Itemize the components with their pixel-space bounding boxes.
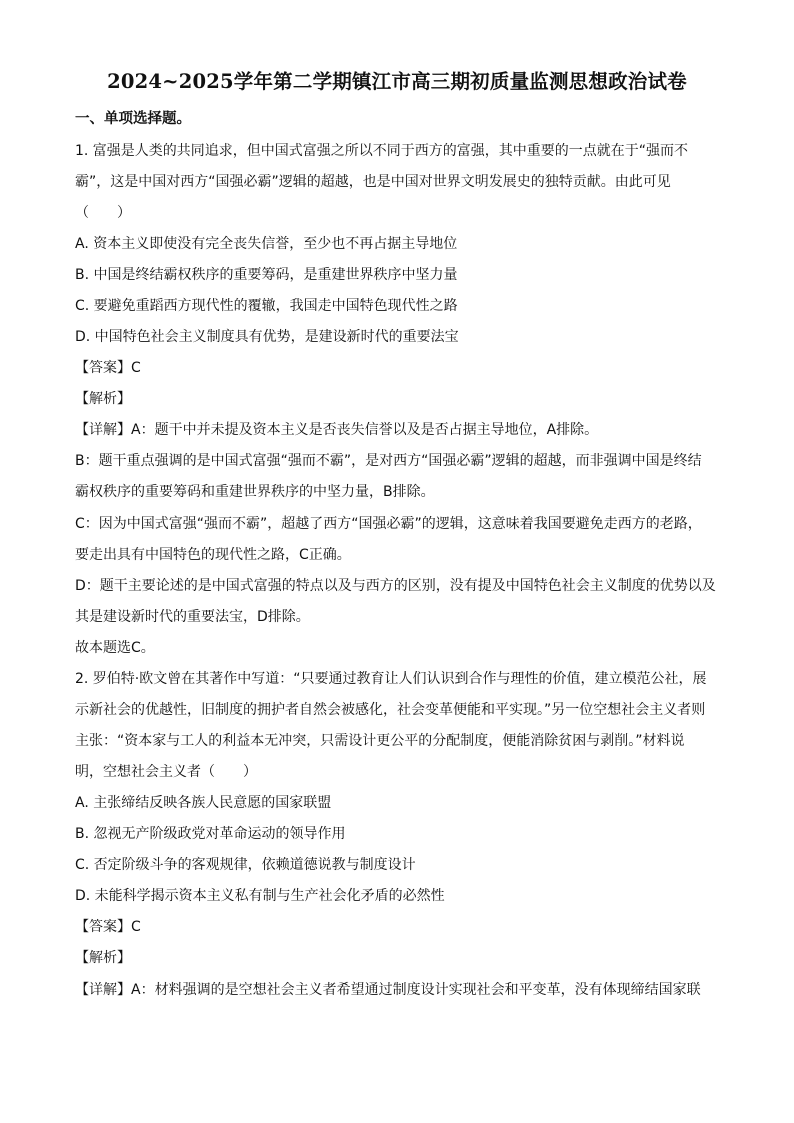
q1-detail-line: B：题干重点强调的是中国式富强“强而不霸”，是对西方“国强必霸”逻辑的超越，而非强调中国是终结 xyxy=(75,453,702,469)
q2-stem-line: 2. 罗伯特·欧文曾在其著作中写道：“只要通过教育让人们认识到合作与理性的价值，建立模范公社，展 xyxy=(75,671,707,687)
q2-stem-line: 主张：“资本家与工人的利益本无冲突，只需设计更公平的分配制度，便能消除贫困与剥削。”材料说 xyxy=(75,733,685,749)
q1-option-b: B. 中国是终结霸权秩序的重要筹码，是重建世界秩序中坚力量 xyxy=(75,267,458,283)
q1-detail-line: D：题干主要论述的是中国式富强的特点以及与西方的区别，没有提及中国特色社会主义制度的优势以及 xyxy=(75,578,716,594)
q1-analysis-label: 【解析】 xyxy=(75,391,131,407)
q2-option-d: D. 未能科学揭示资本主义私有制与生产社会化矛盾的必然性 xyxy=(75,888,445,904)
q1-option-a: A. 资本主义即使没有完全丧失信誉，至少也不再占据主导地位 xyxy=(75,236,458,252)
q2-stem-line: 明，空想社会主义者（ ） xyxy=(75,764,257,780)
page-title: 2024~2025学年第二学期镇江市高三期初质量监测思想政治试卷 xyxy=(107,70,687,93)
q1-answer: 【答案】C xyxy=(75,360,141,376)
q1-conclusion: 故本题选C。 xyxy=(75,640,155,656)
q1-option-d: D. 中国特色社会主义制度具有优势，是建设新时代的重要法宝 xyxy=(75,329,459,345)
q1-option-c: C. 要避免重蹈西方现代性的覆辙，我国走中国特色现代性之路 xyxy=(75,298,458,314)
q2-answer: 【答案】C xyxy=(75,919,141,935)
section-heading: 一、单项选择题。 xyxy=(75,111,191,127)
q2-option-a: A. 主张缔结反映各族人民意愿的国家联盟 xyxy=(75,795,332,811)
q2-detail-line: 【详解】A：材料强调的是空想社会主义者希望通过制度设计实现社会和平变革，没有体现缔结国家联 xyxy=(75,982,701,998)
q1-detail-line: 【详解】A：题干中并未提及资本主义是否丧失信誉以及是否占据主导地位，A排除。 xyxy=(75,422,599,438)
q2-stem-line: 示新社会的优越性，旧制度的拥护者自然会被感化，社会变革便能和平实现。”另一位空想社会主义者则 xyxy=(75,702,706,718)
q2-option-b: B. 忽视无产阶级政党对革命运动的领导作用 xyxy=(75,826,346,842)
q2-option-c: C. 否定阶级斗争的客观规律，依赖道德说教与制度设计 xyxy=(75,857,416,873)
q1-detail-line: C：因为中国式富强“强而不霸”，超越了西方“国强必霸”的逻辑，这意味着我国要避免走西方的老路， xyxy=(75,516,702,532)
q1-detail-line: 要走出具有中国特色的现代性之路，C正确。 xyxy=(75,547,351,563)
q1-detail-line: 其是建设新时代的重要法宝，D排除。 xyxy=(75,609,310,625)
q1-answer-blank: （ ） xyxy=(75,205,131,221)
q2-analysis-label: 【解析】 xyxy=(75,950,131,966)
q1-stem-line: 1. 富强是人类的共同追求，但中国式富强之所以不同于西方的富强，其中重要的一点就在于“强而不 xyxy=(75,143,689,159)
q1-stem-line: 霸”，这是中国对西方“国强必霸”逻辑的超越，也是中国对世界文明发展史的独特贡献。由此可见 xyxy=(75,174,671,190)
q1-detail-line: 霸权秩序的重要筹码和重建世界秩序的中坚力量，B排除。 xyxy=(75,484,435,500)
